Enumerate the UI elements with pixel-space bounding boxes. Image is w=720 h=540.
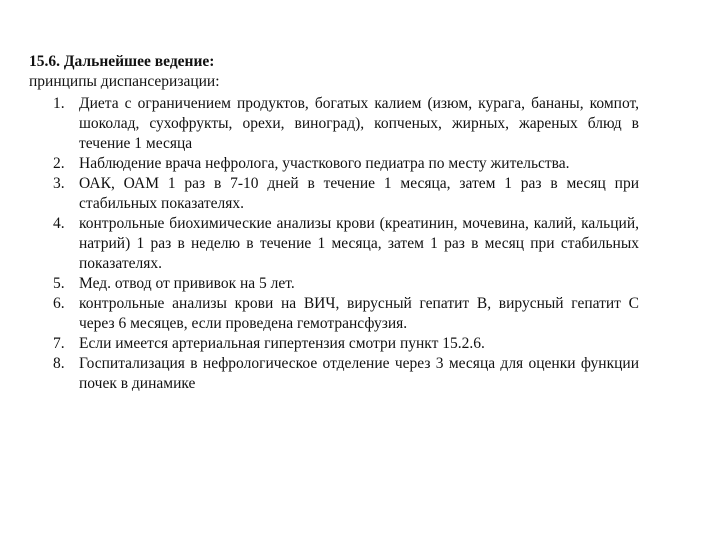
list-item-text: Диета с ограничением продуктов, богатых калием (изюм, курага, бананы, компот, шоколад, сухофрукты, орехи, виноград), копченых, жирных, жареных блюд в течение 1 месяца (79, 95, 639, 152)
list-item-number: 4. (53, 215, 65, 232)
list-item (29, 94, 639, 154)
list-item-number: 3. (53, 175, 65, 192)
list-item (29, 154, 639, 174)
list-item-number: 1. (53, 95, 65, 112)
section-heading: 15.6. Дальнейшее ведение: (29, 53, 215, 70)
list-item (29, 274, 639, 294)
list-item-text: Если имеется артериальная гипертензия смотри пункт 15.2.6. (79, 335, 485, 352)
list-item-text: Госпитализация в нефрологическое отделение через 3 месяца для оценки функции почек в динамике (79, 355, 639, 392)
list-item (29, 294, 639, 334)
list-item (29, 214, 639, 274)
list-item-number: 6. (53, 295, 65, 312)
list-item (29, 174, 639, 214)
list-item-text: Мед. отвод от прививок на 5 лет. (79, 275, 295, 292)
list-item-number: 8. (53, 355, 65, 372)
list-item-number: 5. (53, 275, 65, 292)
list-item (29, 334, 639, 354)
document-body (29, 52, 639, 394)
list-item-number: 2. (53, 155, 65, 172)
list-item-text: Наблюдение врача нефролога, участкового педиатра по месту жительства. (79, 155, 570, 172)
dispensary-list (29, 94, 639, 394)
list-item-number: 7. (53, 335, 65, 352)
list-item-text: контрольные биохимические анализы крови (креатинин, мочевина, калий, кальций, натрий) 1 раз в неделю в течение 1 месяца, затем 1 раз в месяц при стабильных показателях. (79, 215, 639, 272)
list-item-text: контрольные анализы крови на ВИЧ, вирусный гепатит В, вирусный гепатит С через 6 месяцев, если проведена гемотрансфузия. (79, 295, 639, 332)
list-item-text: ОАК, ОАМ 1 раз в 7-10 дней в течение 1 месяца, затем 1 раз в месяц при стабильных показателях. (79, 175, 639, 212)
list-item (29, 354, 639, 394)
section-subheading: принципы диспансеризации: (29, 73, 220, 90)
